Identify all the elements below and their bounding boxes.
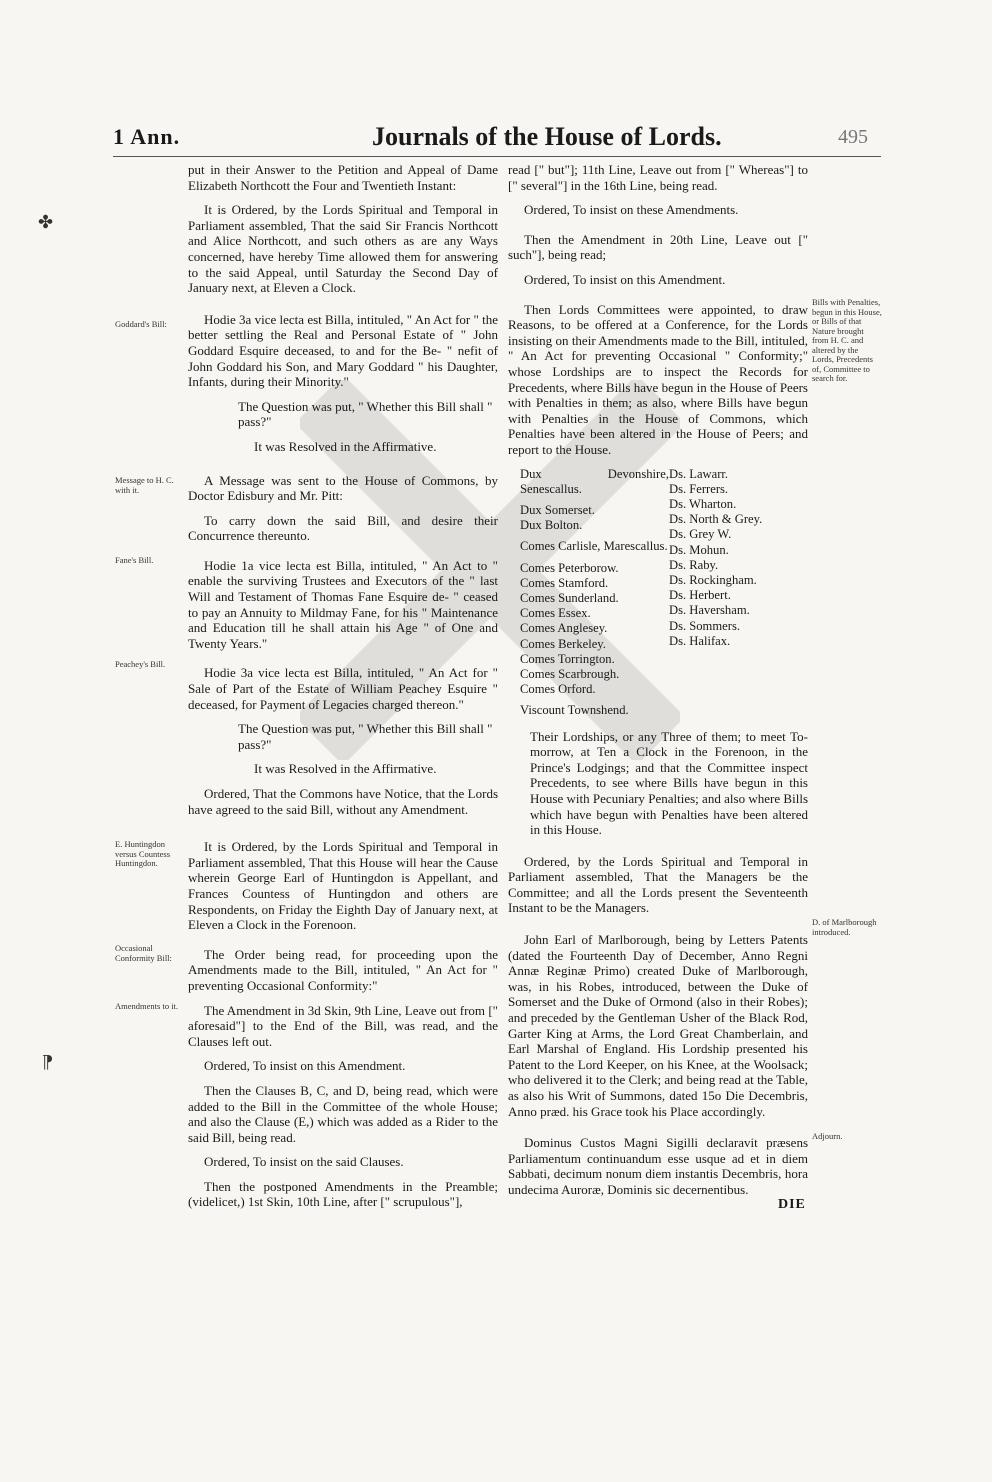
lord-name: Ds. Raby. (668, 557, 719, 572)
paragraph: Hodie 3a vice lecta est Billa, intituled, " An Act for " the better settling the Real and Personal Estate of " John Goddard Esquire deceased, to and for the Be- " nefit of John Goddard his Son, and Mary Goddard " his Daughter, Infants, during their Minority." (188, 311, 498, 390)
paragraph: Their Lordships, or any Three of them; to meet To-morrow, at Ten a Clock in the Forenoon, in the Prince's Lodgings; and that the Committee inspect Precedents, to see where Bills have begun in this House with Pecuniary Penalties; and also where Bills which have begun with Penalties have been altered in this House. (530, 728, 808, 838)
paragraph: Dominus Custos Magni Sigilli declaravit præsens Parliamentum continuandum esse usque ad et in diem Sabbati, decimum nonum diem instantis Decembris, hora undecima Auroræ, Dominis sic decernentibus. (508, 1135, 808, 1197)
margin-note-fane: Fane's Bill. (115, 555, 154, 565)
page-title: Journals of the House of Lords. (372, 122, 722, 151)
lord-name: Ds. Sommers. (668, 618, 740, 633)
lord-name: Comes Scarbrough. (520, 666, 620, 681)
lord-name: Ds. Herbert. (668, 588, 731, 603)
lords-list-col2 (669, 467, 808, 719)
paragraph: A Message was sent to the House of Commons, by Doctor Edisbury and Mr. Pitt: (188, 472, 498, 504)
paragraph: It was Resolved in the Affirmative. (254, 761, 437, 777)
lord-name: Dux Somerset. (520, 502, 595, 517)
paragraph: Ordered, That the Commons have Notice, that the Lords have agreed to the said Bill, without any Amendment. (188, 786, 498, 817)
paragraph: Hodie 1a vice lecta est Billa, intituled, " An Act to " enable the surviving Trustees and Executors of the " last Will and Testament of Thomas Fane Esquire de- " ceased to pay an Annuity to Mildmay Fane, for his " Maintenance and Education till he shall attain his Age " of One and Twenty Years." (188, 557, 498, 651)
paragraph: Hodie 3a vice lecta est Billa, intituled, " An Act for " Sale of Part of the Estate of William Peachey Esquire " deceased, for Payment of Legacies charged thereon." (188, 665, 498, 712)
paragraph: The Question was put, " Whether this Bill shall " pass?" (238, 398, 493, 430)
margin-note-message: Message to H. C. with it. (115, 475, 174, 495)
lord-name: Viscount Townshend. (520, 703, 629, 718)
paragraph: Then the Amendment in 20th Line, Leave out [" such"], being read; (508, 231, 808, 263)
paragraph: The Order being read, for proceeding upon the Amendments made to the Bill, intituled, " An Act for " preventing Occasional Conformity:" (188, 946, 498, 993)
paragraph: Then Lords Committees were appointed, to draw Reasons, to be offered at a Conference, for the Lords insisting on their Amendments made to the Bill, intituled, " An Act for preventing Occasional " Conformity;" whose Lordships are to inspect the Records for Precedents, where Bills have begun in the House of Peers with Penalties in them; as also, where Bills have begun with Penalties in the House of Commons, which Penalties have been altered in the House of Peers; and report to the House. (508, 301, 808, 457)
paragraph: read [" but"]; 11th Line, Leave out from [" Whereas"] to [" several"] in the 16th Line, being read. (508, 162, 808, 193)
paragraph: The Question was put, " Whether this Bill shall " pass?" (238, 721, 493, 752)
paragraph: Ordered, To insist on this Amendment. (524, 271, 726, 287)
paragraph: It is Ordered, by the Lords Spiritual and Temporal in Parliament assembled, That this House will hear the Cause wherein George Earl of Huntingdon is Appellant, and Frances Countess of Huntingdon and others are Respondents, on Friday the Eighth Day of January next, at Eleven a Clock in the Forenoon. (188, 839, 498, 933)
lord-name: Ds. Rockingham. (668, 572, 757, 587)
margin-note-goddard: Goddard's Bill: (115, 319, 167, 329)
lord-name: Ds. Mohun. (668, 542, 729, 557)
paragraph: Ordered, To insist on the said Clauses. (204, 1154, 404, 1170)
margin-blot-icon: ✤ (38, 212, 54, 232)
lord-name: Ds. Ferrers. (668, 481, 729, 496)
paragraph: It is Ordered, by the Lords Spiritual and Temporal in Parliament assembled, That the said Sir Francis Northcott and Alice Northcott, and such others as are any Ways concerned, have hereby Time allowed them for answering to the said Appeal, until Saturday the Second Day of January next, at Eleven a Clock. (188, 202, 498, 296)
lord-name: Comes Carlisle, Marescallus. (520, 539, 668, 554)
paragraph: Then the postponed Amendments in the Preamble; (videlicet,) 1st Skin, 10th Line, after [" scrupulous"], (188, 1178, 498, 1210)
margin-note-huntingdon: E. Huntingdon versus Countess Huntingdon. (115, 839, 171, 868)
lord-name: Comes Anglesey. (520, 621, 608, 636)
paragraph: To carry down the said Bill, and desire their Concurrence thereunto. (188, 512, 498, 544)
lord-name: Comes Stamford. (520, 575, 609, 590)
paragraph: It was Resolved in the Affirmative. (254, 438, 437, 454)
lord-name: Ds. Grey W. (668, 527, 732, 542)
right-column (508, 162, 808, 1207)
paragraph: Ordered, by the Lords Spiritual and Temporal in Parliament assembled, That the Managers be the Committee; and all the Lords present the Seventeenth Instant to be the Managers. (508, 853, 808, 916)
margin-note-peachey: Peachey's Bill. (115, 659, 166, 669)
paragraph: John Earl of Marlborough, being by Letters Patents (dated the Fourteenth Day of December, Anno Regni Annæ Reginæ Primo) created Duke of Marlborough, was, in his Robes, introduced, between the Duke of Somerset and the Duke of Ormond (also in their Robes); and preceded by the Gentleman Usher of the Black Rod, Garter King at Arms, the Lord Great Chamberlain, and Earl Marshal of England. His Lordship presented his Patent to the Lord Keeper, on his Knee, at the Woolsack; who delivered it to the Clerk; and being read at the Table, as also his Writ of Summons, dated 15o Die Decembris, Anno præd. his Grace took his Place accordingly. (508, 932, 808, 1119)
lord-name: Comes Torrington. (520, 651, 615, 666)
paragraph: Ordered, To insist on these Amendments. (524, 202, 739, 218)
regnal-year: 1 Ann. (113, 124, 181, 149)
lord-name: Ds. Wharton. (668, 496, 737, 511)
paragraph: The Amendment in 3d Skin, 9th Line, Leave out from [" aforesaid"] to the End of the Bill, was read, and the Clauses left out. (188, 1002, 498, 1049)
lord-name: Ds. Halifax. (668, 633, 731, 648)
lord-name: Comes Essex. (520, 606, 591, 621)
lord-name: Comes Berkeley. (520, 636, 606, 651)
lord-name: Comes Orford. (520, 682, 596, 697)
margin-note-occasional: Occasional Conformity Bill: (115, 943, 172, 963)
lords-committee-list (520, 467, 808, 719)
page-number: 495 (838, 126, 868, 148)
lords-list-col1 (520, 467, 669, 719)
left-column (188, 162, 498, 1219)
margin-note-amendments: Amendments to it. (115, 1001, 179, 1011)
catchword: DIE (778, 1197, 806, 1212)
lord-name: Ds. Haversham. (668, 603, 750, 618)
margin-note-bills-penalties: Bills with Penalties, begun in this House, or Bills of that Nature brought from H. C. and altered by the Lords, Precedents of, Committee to search for. (812, 297, 882, 383)
margin-note-marlborough: D. of Marlborough introduced. (812, 917, 877, 937)
margin-mark-icon: ⁋ (42, 1052, 54, 1072)
margin-note-adjourn: Adjourn. (812, 1131, 843, 1141)
lord-name: Comes Peterborow. (520, 560, 619, 575)
paragraph: Then the Clauses B, C, and D, being read, which were added to the Bill in the Committee of the whole House; and also the Clause (E,) which was added as a Rider to the said Bill, being read. (188, 1082, 498, 1145)
lord-name: Dux Devonshire, Senescallus. (520, 466, 669, 496)
lord-name: Comes Sunderland. (520, 590, 619, 605)
lord-name: Ds. Lawarr. (668, 466, 729, 481)
header-rule (113, 156, 881, 157)
paragraph: put in their Answer to the Petition and Appeal of Dame Elizabeth Northcott the Four and Twentieth Instant: (188, 162, 498, 193)
lord-name: Ds. North & Grey. (668, 512, 763, 527)
paragraph: Ordered, To insist on this Amendment. (204, 1058, 406, 1074)
lord-name: Dux Bolton. (520, 518, 583, 533)
